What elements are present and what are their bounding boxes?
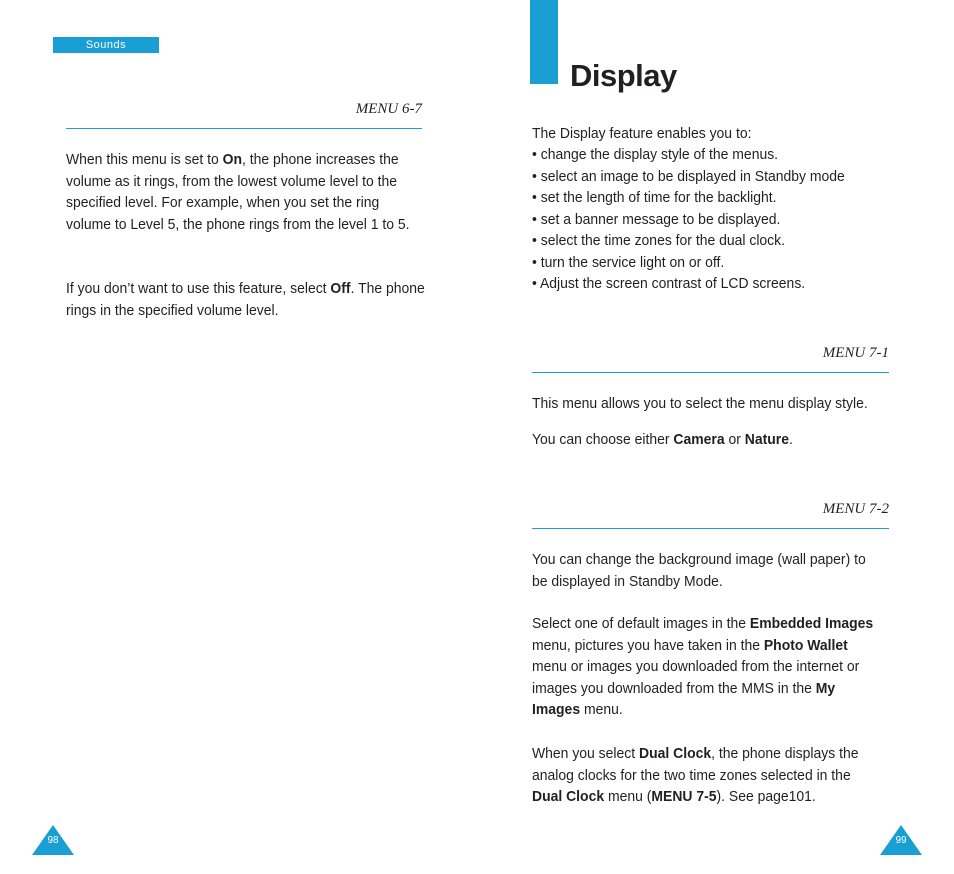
paragraph-off-option: If you don’t want to use this feature, select Off. The phone rings in the specified volume level.: [66, 280, 425, 319]
page-number-right: 99: [895, 835, 907, 846]
list-item: • Adjust the screen contrast of LCD screens.: [532, 273, 904, 295]
paragraph-increasing-volume: When this menu is set to On, the phone increases the volume as it rings, from the lowest volume level to the specified level. For example, when you set the ring volume to Level 5, the phone rings from the level 1 to 5.: [66, 151, 410, 233]
page-number-left: 98: [47, 835, 59, 846]
list-item: • set a banner message to be displayed.: [532, 209, 904, 231]
list-item: • turn the service light on or off.: [532, 252, 904, 274]
menu-reference-6-7: MENU 6-7: [355, 101, 422, 117]
page-title: Display: [570, 58, 677, 93]
paragraph-menu-style: This menu allows you to select the menu display style.: [532, 395, 868, 412]
menu-reference-7-1: MENU 7-1: [822, 345, 889, 361]
list-item: • set the length of time for the backlight.: [532, 187, 904, 209]
paragraph-background-image: You can change the background image (wall paper) to be displayed in Standby Mode.: [532, 551, 866, 590]
feature-list: [532, 144, 904, 295]
paragraph-camera-nature: You can choose either Camera or Nature.: [532, 431, 793, 448]
section-tab: Sounds: [53, 37, 159, 53]
section-divider: [66, 128, 422, 129]
list-item: • change the display style of the menus.: [532, 144, 904, 166]
section-divider: [532, 372, 889, 373]
paragraph-dual-clock: When you select Dual Clock, the phone displays the analog clocks for the two time zones selected in the Dual Clock menu (MENU 7-5). See page101.: [532, 745, 859, 805]
section-divider: [532, 528, 889, 529]
paragraph-image-sources: Select one of default images in the Embedded Images menu, pictures you have taken in the Photo Wallet menu or images you downloaded from the internet or images you downloaded from the MMS in the My Images menu.: [532, 615, 874, 718]
list-item: • select an image to be displayed in Standby mode: [532, 166, 904, 188]
title-accent-bar: [530, 0, 558, 84]
menu-reference-7-2: MENU 7-2: [822, 501, 889, 517]
intro-text: The Display feature enables you to:: [532, 125, 752, 142]
list-item: • select the time zones for the dual clock.: [532, 230, 904, 252]
